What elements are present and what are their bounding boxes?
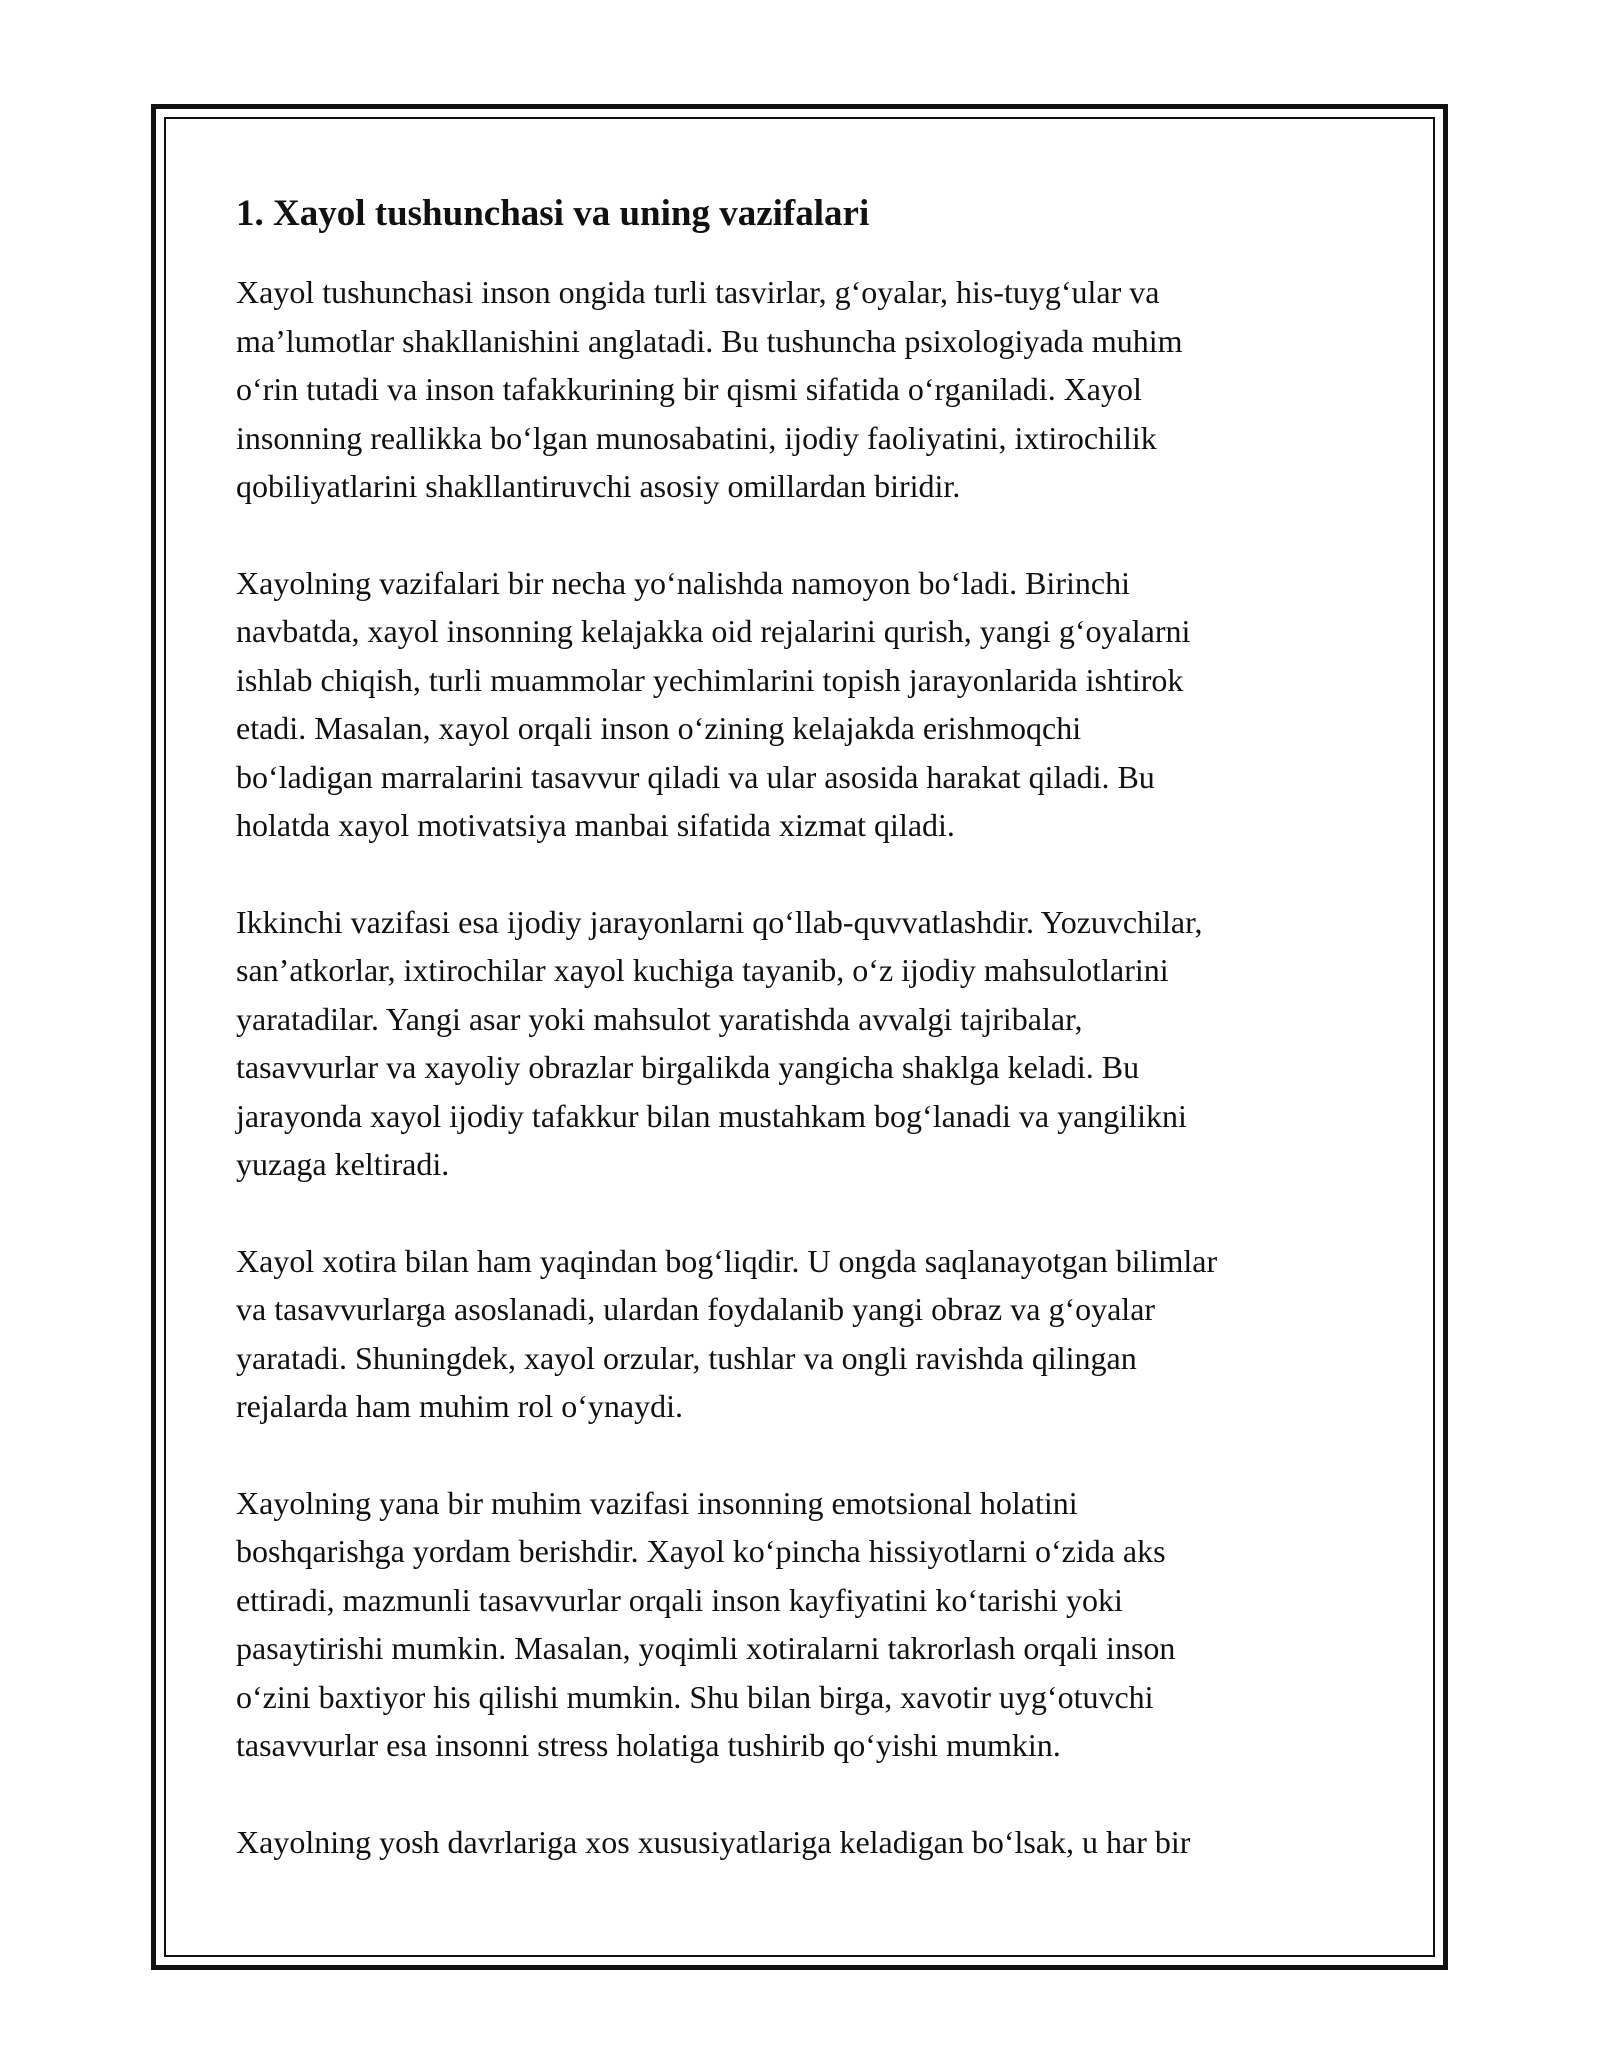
section-heading: 1. Xayol tushunchasi va uning vazifalari <box>236 193 870 234</box>
document-body <box>236 186 1376 1914</box>
paragraph-6: Xayolning yosh davrlariga xos xususiyatlariga keladigan bo‘lsak, u har bir <box>236 1823 1191 1860</box>
paragraph-5: Xayolning yana bir muhim vazifasi insonning emotsional holatini boshqarishga yordam berishdir. Xayol ko‘pincha hissiyotlarni o‘zida aks ettiradi, mazmunli tasavvurlar orqali inson kayfiyatini ko‘tarishi yoki pasaytirishi mumkin. Masalan, yoqimli xotiralarni takrorlash orqali inson o‘zini baxtiyor his qilishi mumkin. Shu bilan birga, xavotir uyg‘otuvchi tasavvurlar esa insonni stress holatiga tushirib qo‘yishi mumkin. <box>236 1484 1176 1763</box>
paragraph-4: Xayol xotira bilan ham yaqindan bog‘liqdir. U ongda saqlanayotgan bilimlar va tasavvurlarga asoslanadi, ulardan foydalanib yangi obraz va g‘oyalar yaratadi. Shuningdek, xayol orzular, tushlar va ongli ravishda qilingan rejalarda ham muhim rol o‘ynaydi. <box>236 1242 1218 1424</box>
paragraph-2: Xayolning vazifalari bir necha yo‘nalishda namoyon bo‘ladi. Birinchi navbatda, xayol insonning kelajakka oid rejalarini qurish, yangi g‘oyalarni ishlab chiqish, turli muammolar yechimlarini topish jarayonlarida ishtirok etadi. Masalan, xayol orqali inson o‘zining kelajakda erishmoqchi bo‘ladigan marralarini tasavvur qiladi va ular asosida harakat qiladi. Bu holatda xayol motivatsiya manbai sifatida xizmat qiladi. <box>236 564 1191 843</box>
paragraph-3: Ikkinchi vazifasi esa ijodiy jarayonlarni qo‘llab-quvvatlashdir. Yozuvchilar, san’atkorlar, ixtirochilar xayol kuchiga tayanib, o‘z ijodiy mahsulotlarini yaratadilar. Yangi asar yoki mahsulot yaratishda avvalgi tajribalar, tasavvurlar va xayoliy obrazlar birgalikda yangicha shaklga keladi. Bu jarayonda xayol ijodiy tafakkur bilan mustahkam bog‘lanadi va yangilikni yuzaga keltiradi. <box>236 903 1203 1182</box>
paragraph-1: Xayol tushunchasi inson ongida turli tasvirlar, g‘oyalar, his-tuyg‘ular va ma’lumotlar shakllanishini anglatadi. Bu tushuncha psixologiyada muhim o‘rin tutadi va inson tafakkurining bir qismi sifatida o‘rganiladi. Xayol insonning reallikka bo‘lgan munosabatini, ijodiy faoliyatini, ixtirochilik qobiliyatlarini shakllantiruvchi asosiy omillardan biridir. <box>236 274 1183 504</box>
